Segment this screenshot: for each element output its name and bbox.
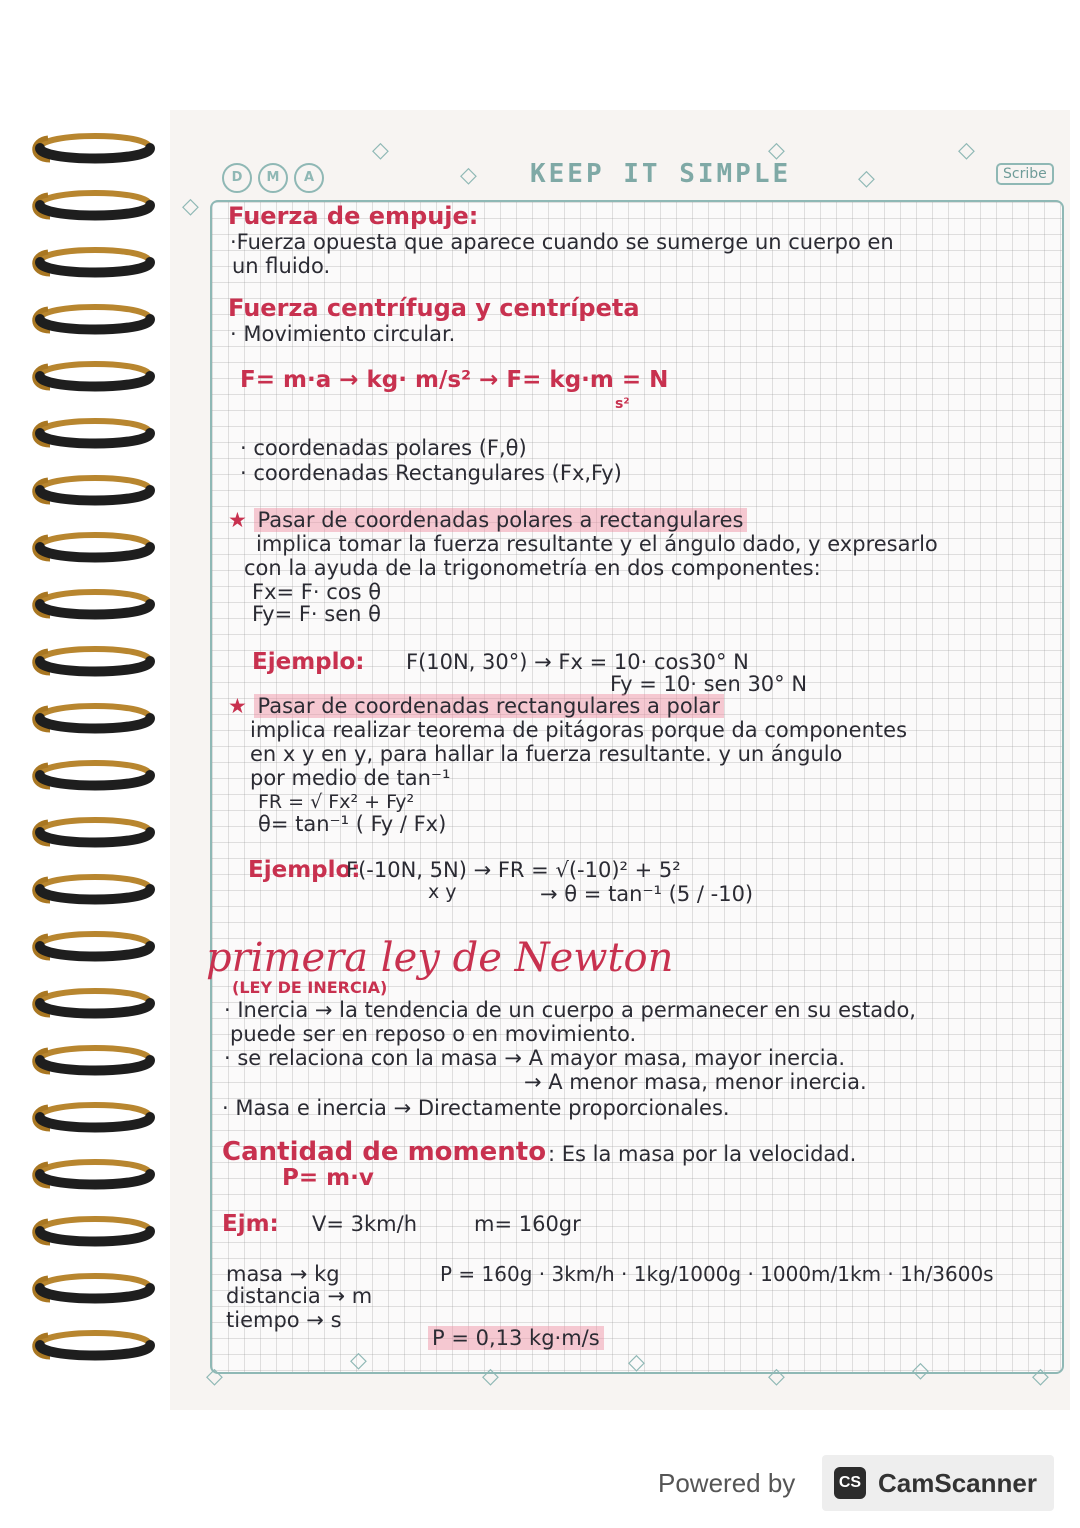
formula-theta: θ= tan⁻¹ ( Fy / Fx)	[258, 812, 447, 836]
note-line: en x y en y, para hallar la fuerza resultante. y un ángulo	[250, 742, 843, 766]
diamond-icon: ◇	[482, 1364, 499, 1389]
spiral-ring	[35, 478, 150, 502]
note-line: · coordenadas Rectangulares (Fx,Fy)	[240, 461, 622, 485]
unit-line: tiempo → s	[226, 1308, 342, 1332]
example-line: F(10N, 30°) → Fx = 10· cos30° N	[406, 650, 749, 674]
formula-momento: P= m·v	[282, 1165, 374, 1191]
diamond-icon: ◇	[858, 166, 875, 191]
spiral-ring	[35, 649, 150, 673]
note-line: · Movimiento circular.	[230, 322, 456, 346]
note-line: ·Fuerza opuesta que aparece cuando se sumerge un cuerpo en	[230, 230, 894, 254]
diamond-icon: ◇	[206, 1364, 223, 1389]
spiral-ring	[35, 535, 150, 559]
diamond-icon: ◇	[1032, 1364, 1049, 1389]
spiral-ring	[35, 364, 150, 388]
calculation: P = 160g · 3km/h · 1kg/1000g · 1000m/1km · 1h/3600s	[440, 1262, 994, 1286]
result-box	[428, 1326, 604, 1350]
note-line: un fluido.	[232, 254, 331, 278]
formula-fr: FR = √ Fx² + Fy²	[258, 791, 415, 813]
example-line: → θ = tan⁻¹ (5 / -10)	[540, 882, 754, 906]
page-header	[210, 155, 1060, 195]
spiral-ring	[35, 1276, 150, 1300]
note-line: · Masa e inercia → Directamente proporcionales.	[222, 1096, 730, 1120]
spiral-ring	[35, 763, 150, 787]
unit-line: distancia → m	[226, 1284, 373, 1308]
camscanner-brand: CamScanner	[878, 1468, 1037, 1498]
note-line: → A menor masa, menor inercia.	[524, 1070, 867, 1094]
spiral-ring	[35, 1333, 150, 1357]
highlighted-heading: Pasar de coordenadas rectangulares a polar	[254, 694, 725, 718]
example-label: Ejemplo:	[248, 857, 361, 883]
spiral-ring	[35, 307, 150, 331]
heading-centrifuga: Fuerza centrífuga y centrípeta	[228, 294, 640, 322]
heading-momento: Cantidad de momento	[222, 1137, 547, 1167]
example-label: Ejemplo:	[252, 649, 365, 675]
spiral-ring	[35, 1162, 150, 1186]
note-line: · coordenadas polares (F,θ)	[240, 436, 527, 460]
camscanner-logo-icon: CS	[834, 1467, 866, 1499]
circle-letter: A	[294, 163, 324, 193]
spiral-ring	[35, 706, 150, 730]
star-icon: ★	[228, 694, 247, 718]
unit-line: masa → kg	[226, 1262, 340, 1286]
note-line: implica tomar la fuerza resultante y el ángulo dado, y expresarlo	[256, 532, 938, 556]
spiral-ring	[35, 421, 150, 445]
formula-fma: F= m·a → kg· m/s² → F= kg·m = N	[240, 367, 669, 393]
spiral-ring	[35, 193, 150, 217]
spiral-ring	[35, 1105, 150, 1129]
diamond-icon: ◇	[958, 138, 975, 163]
formula-fy: Fy= F· sen θ	[252, 602, 381, 626]
example-line: Fy = 10· sen 30° N	[610, 672, 808, 696]
diamond-icon: ◇	[350, 1348, 367, 1373]
spiral-ring	[35, 1219, 150, 1243]
diamond-icon: ◇	[628, 1350, 645, 1375]
diamond-icon: ◇	[460, 163, 477, 188]
circle-letter: M	[258, 163, 288, 193]
header-title: KEEP IT SIMPLE	[530, 159, 792, 189]
spiral-ring	[35, 1048, 150, 1072]
example-mass: m= 160gr	[474, 1212, 581, 1236]
diamond-icon: ◇	[182, 194, 199, 219]
powered-by-text: Powered by	[658, 1468, 796, 1498]
spiral-ring	[35, 934, 150, 958]
section-rect-to-polar	[228, 694, 724, 718]
heading-newton: primera ley de Newton	[206, 935, 674, 981]
example-axes: x y	[428, 881, 457, 903]
note-line: implica realizar teorema de pitágoras porque da componentes	[250, 718, 908, 742]
diamond-icon: ◇	[912, 1358, 929, 1383]
camscanner-badge	[822, 1455, 1054, 1511]
diamond-icon: ◇	[768, 138, 785, 163]
spiral-ring	[35, 592, 150, 616]
note-line: · Inercia → la tendencia de un cuerpo a permanecer en su estado,	[224, 998, 916, 1022]
example-line: F(-10N, 5N) → FR = √(-10)² + 5²	[346, 858, 681, 882]
formula-fx: Fx= F· cos θ	[252, 580, 382, 604]
spiral-ring	[35, 820, 150, 844]
example-label: Ejm:	[222, 1211, 279, 1237]
heading-empuje: Fuerza de empuje:	[228, 202, 479, 230]
diamond-icon: ◇	[768, 1364, 785, 1389]
subheading-inercia: (LEY DE INERCIA)	[232, 978, 388, 997]
diamond-icon: ◇	[372, 138, 389, 163]
spiral-ring	[35, 877, 150, 901]
example-velocity: V= 3km/h	[312, 1212, 417, 1236]
spiral-ring	[35, 250, 150, 274]
star-icon: ★	[228, 508, 247, 532]
note-line: · se relaciona con la masa → A mayor masa, mayor inercia.	[224, 1046, 846, 1070]
result-value: P = 0,13 kg·m/s	[428, 1326, 604, 1350]
spiral-ring	[35, 136, 150, 160]
spiral-ring	[35, 991, 150, 1015]
circle-letter: D	[222, 163, 252, 193]
brand-label: Scribe	[996, 163, 1054, 185]
note-line: por medio de tan⁻¹	[250, 766, 451, 790]
note-line: con la ayuda de la trigonometría en dos componentes:	[244, 556, 821, 580]
formula-fma-denominator: s²	[615, 396, 630, 412]
section-polar-to-rect	[228, 508, 747, 532]
note-line: puede ser en reposo o en movimiento.	[230, 1022, 637, 1046]
spiral-binding	[0, 110, 175, 1410]
note-line: : Es la masa por la velocidad.	[548, 1142, 857, 1166]
highlighted-heading: Pasar de coordenadas polares a rectangulares	[254, 508, 748, 532]
